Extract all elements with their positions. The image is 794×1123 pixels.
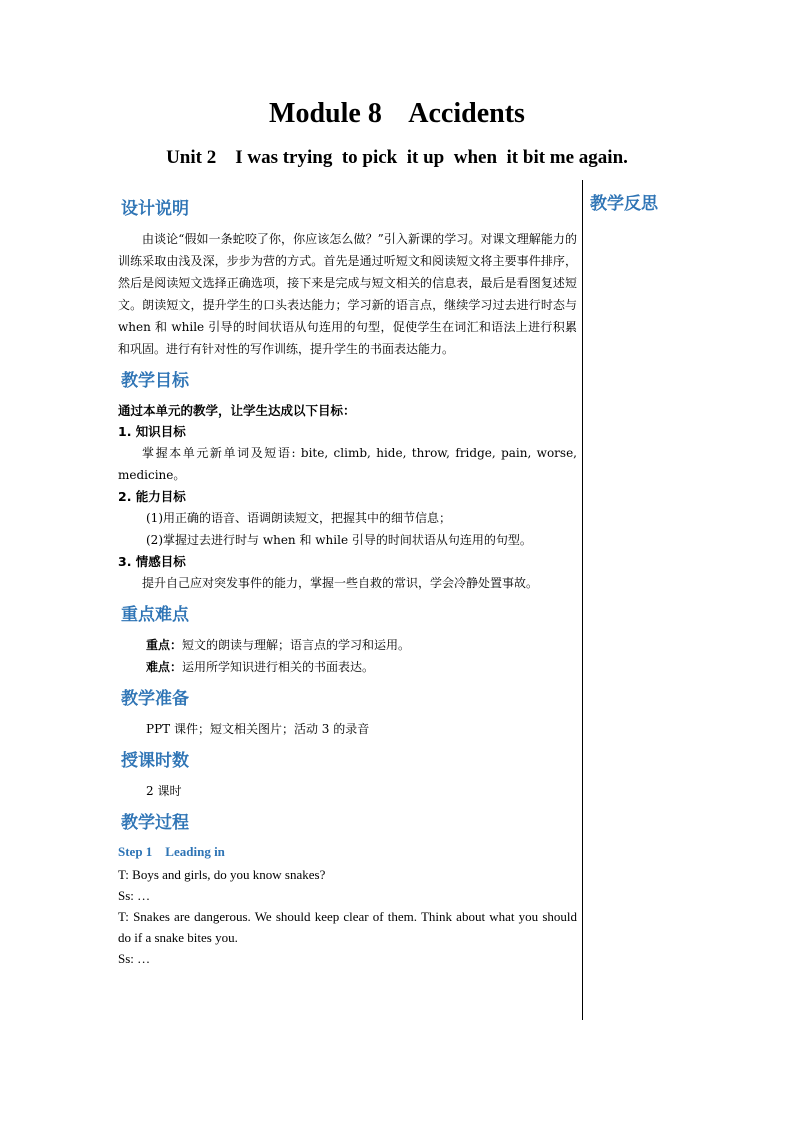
emotion-goal-text: 提升自己应对突发事件的能力，掌握一些自救的常识，学会冷静处置事故。 [142,576,539,590]
column-divider [582,180,583,1020]
reflection-heading: 教学反思 [590,194,658,214]
ability-goal-item-2: (2)掌握过去进行时与 when 和 while 引导的时间状语从句连用的句型。 [146,533,532,547]
key-point-text: 短文的朗读与理解；语言点的学习和运用。 [182,638,411,652]
key-points-heading: 重点难点 [121,605,189,625]
goals-heading: 教学目标 [121,371,189,391]
ability-goal-label: 2. 能力目标 [118,489,186,504]
emotion-goal-label: 3. 情感目标 [118,554,186,569]
knowledge-goal-text: 掌握本单元新单词及短语: bite, climb, hide, throw, fridge, pain, worse, medicine。 [118,446,577,482]
dialogue-line: T: Snakes are dangerous. We should keep clear of them. Think about what you should do if a snake bites you. [118,909,577,945]
dialogue-line: Ss: … [118,888,151,903]
knowledge-goal-label: 1. 知识目标 [118,424,186,439]
goals-intro: 通过本单元的教学，让学生达成以下目标： [118,403,356,418]
difficult-point-text: 运用所学知识进行相关的书面表达。 [182,660,375,674]
preparation-heading: 教学准备 [121,689,189,709]
page-title: Module 8 Accidents [269,98,525,129]
preparation-text: PPT 课件；短文相关图片；活动 3 的录音 [146,722,370,736]
key-point-label: 重点： [146,638,183,652]
hours-heading: 授课时数 [121,751,189,771]
process-heading: 教学过程 [121,813,189,833]
page-subtitle: Unit 2 I was trying to pick it up when it bit me again. [166,147,628,168]
dialogue-line: T: Boys and girls, do you know snakes? [118,867,326,882]
step-1-title: Step 1 Leading in [118,844,225,859]
design-heading: 设计说明 [121,199,189,219]
dialogue-line: Ss: … [118,951,151,966]
key-point-line [118,634,577,656]
difficult-point-line [118,656,577,678]
ability-goal-item-1: (1)用正确的语音、语调朗读短文，把握其中的细节信息； [146,511,452,525]
hours-text: 2 课时 [146,784,182,798]
main-column [118,198,577,969]
design-text: 由谈论“假如一条蛇咬了你，你应该怎么做？”引入新课的学习。对课文理解能力的训练采取由浅及深，步步为营的方式。首先是通过听短文和阅读短文将主要事件排序，然后是阅读短文选择正确选项，接下来是完成与短文相关的信息表，最后是看图复述短文。朗读短文，提升学生的口头表达能力；学习新的语言点，继续学习过去进行时态与 when 和 while 引导的时间状语从句连用的句型，促使学生在词汇和语法上进行积累和巩固。进行有针对性的写作训练，提升学生的书面表达能力。 [118,232,577,356]
difficult-point-label: 难点： [146,660,183,674]
